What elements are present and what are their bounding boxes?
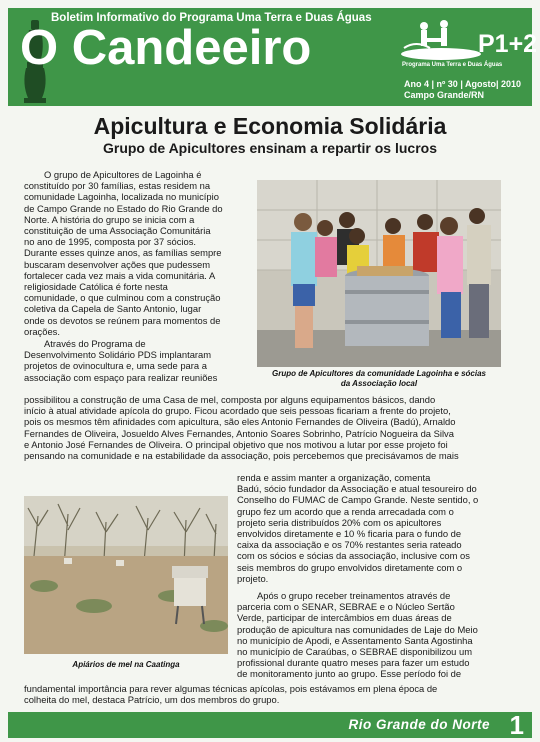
text-line: seis membros do grupo envolvidos diretamente com o [237,561,463,573]
text-line: possibilitou a construção de uma Casa de mel, composta por alguns equipamentos básicos, dando [24,394,436,405]
text-line: coletiva da Capela de Santo Antonio, lugar [24,303,202,315]
text-line: produção de apicultura nas comunidades de Laje do Meio [237,623,478,635]
issue-place: Campo Grande/RN [404,90,485,100]
footer-region: Rio Grande do Norte [348,717,490,732]
text-line: Após o grupo receber treinamentos através de [257,590,451,601]
text-line: onde os devotos se reúnem para momentos de [24,314,221,326]
photo-caption-apiary: Apiários de mel na Caatinga [72,660,180,669]
text-line: no município de Apodi, e Assentamento Santa Agostinha [237,634,473,646]
paragraph-casa-de-mel [24,394,502,461]
text-line: e Antonio José Fernandes de Oliveira. O principal objetivo que nos motivou a lutar por esse projeto foi [24,438,448,450]
beekeepers-group-illustration [257,180,501,367]
text-line: profissional durante quatro meses para fazer um estudo [237,657,470,669]
caption-line: Grupo de Apicultores da comunidade Lagoinha e sócias [272,369,486,378]
text-line: grupo fez um acordo que a renda arrecadada com o [237,505,454,517]
text-line: no município de Caraúbas, o SEBRAE disponibilizou um [237,646,473,658]
article-subtitle: Grupo de Apicultores ensinam a repartir os lucros [102,140,437,156]
program-logo [396,18,538,78]
masthead-title: O Candeeiro [20,21,312,75]
text-line: no ano de 1995, composta por 37 sócios. [24,236,196,248]
text-line: de Campo Grande no Estado do Rio Grande do [24,202,223,214]
paragraph-conclusion [24,683,502,705]
text-line: associação com espaço para realizar reuniões [24,371,218,383]
beekeepers-group-photo [257,180,501,367]
people-cistern-icon [396,18,486,62]
bulletin-subtitle: Boletim Informativo do Programa Uma Terra e Duas Águas [51,12,372,24]
paragraph-pds [24,338,250,383]
text-line: projetos de ovinocultura e, uma sede para a [24,360,207,372]
text-line: pois os mesmos têm afinidades com apicultura, são eles Antonio Fernandes de Oliveira (Badú), Arnaldo [24,416,456,428]
text-line: colheita do mel, destaca Patrício, um dos membros do grupo. [24,694,280,706]
text-line: orações. [24,325,60,337]
page-number: 1 [509,710,524,740]
apiary-illustration [24,496,228,654]
text-line: Norte. A história do grupo se inicia com a [24,213,195,225]
text-line: fundamental importância para rever algumas técnicas apícolas, pois estávamos em plena época de [24,683,438,694]
text-line: Através do Programa de [44,338,146,349]
text-line: envolvidos diretamente e 10 % ficaria para o fundo de [237,528,462,540]
text-line: com os sócios e sócias da associação, inclusive com os [237,550,470,562]
program-logo-tagline: Programa Uma Terra e Duas Águas [402,62,503,68]
text-line: Durante esses quinze anos, as famílias sempre [24,247,222,259]
text-line: constituição de uma Associação Comunitária [24,225,211,237]
paragraph-badu [237,472,502,584]
text-line: Verde, participar de intercâmbios em duas áreas de [237,612,452,624]
text-line: constituído por 30 famílias, estas residem na [24,180,211,192]
article-title: Apicultura e Economia Solidária [93,113,447,139]
text-line: O grupo de Apicultores de Lagoinha é [44,169,202,180]
issue-number: Ano 4 | nº 30 | Agosto| 2010 [404,79,522,89]
masthead-banner [8,8,538,106]
text-line: caixa da associação e os 70% restantes seria rateado [237,539,462,551]
text-line: Fernandes de Oliveira, Josueldo Alves Fernandes, Antonio Soares Sobrinho, Patrício Nogueira da Silva [24,427,454,439]
text-line: projeto. [237,572,269,584]
photo-caption-group [257,369,501,389]
text-line: comunidade, o que culminou com a construção [24,292,221,304]
text-line: comunidade Lagoinha, localizada no município [24,191,219,203]
text-line: renda e assim manter a organização, comenta [237,472,431,483]
text-line: parceria com o SENAR, SEBRAE e o Núcleo Sertão [237,601,455,613]
text-line: pensando na comunidade e na estabilidade da associação, pois percebemos que precisávamos de mais [24,450,459,462]
text-line: Desenvolvimento Solidário PDS implantaram [24,349,212,361]
text-line: projeto seria distribuídos 20% com os apicultores [237,516,442,528]
text-line: de monitoramento junto ao grupo. Esse período foi de [237,668,462,680]
text-line: religiosidade Católica é forte nesta [24,281,168,293]
paragraph-training [237,590,502,680]
text-line: fortalecer cada vez mais a vida comunitária. A [24,269,216,281]
text-line: início à atual atividade apícola do grupo. Ficou acordado que seis pessoas ficariam a frente do projeto, [24,405,451,417]
text-line: Conselho do FUMAC de Campo Grande. Neste sentido, o [237,494,479,506]
program-logo-text: P1+2 [478,30,538,58]
caption-line: da Associação local [340,379,418,388]
footer-banner [8,712,532,738]
paragraph-intro [24,169,250,337]
text-line: buscaram desenvolver ações que pudessem [24,258,211,270]
apiary-caatinga-photo [24,496,228,654]
issue-info [404,79,521,101]
text-line: Badú, sócio fundador da Associação e atual tesoureiro do [237,483,477,495]
